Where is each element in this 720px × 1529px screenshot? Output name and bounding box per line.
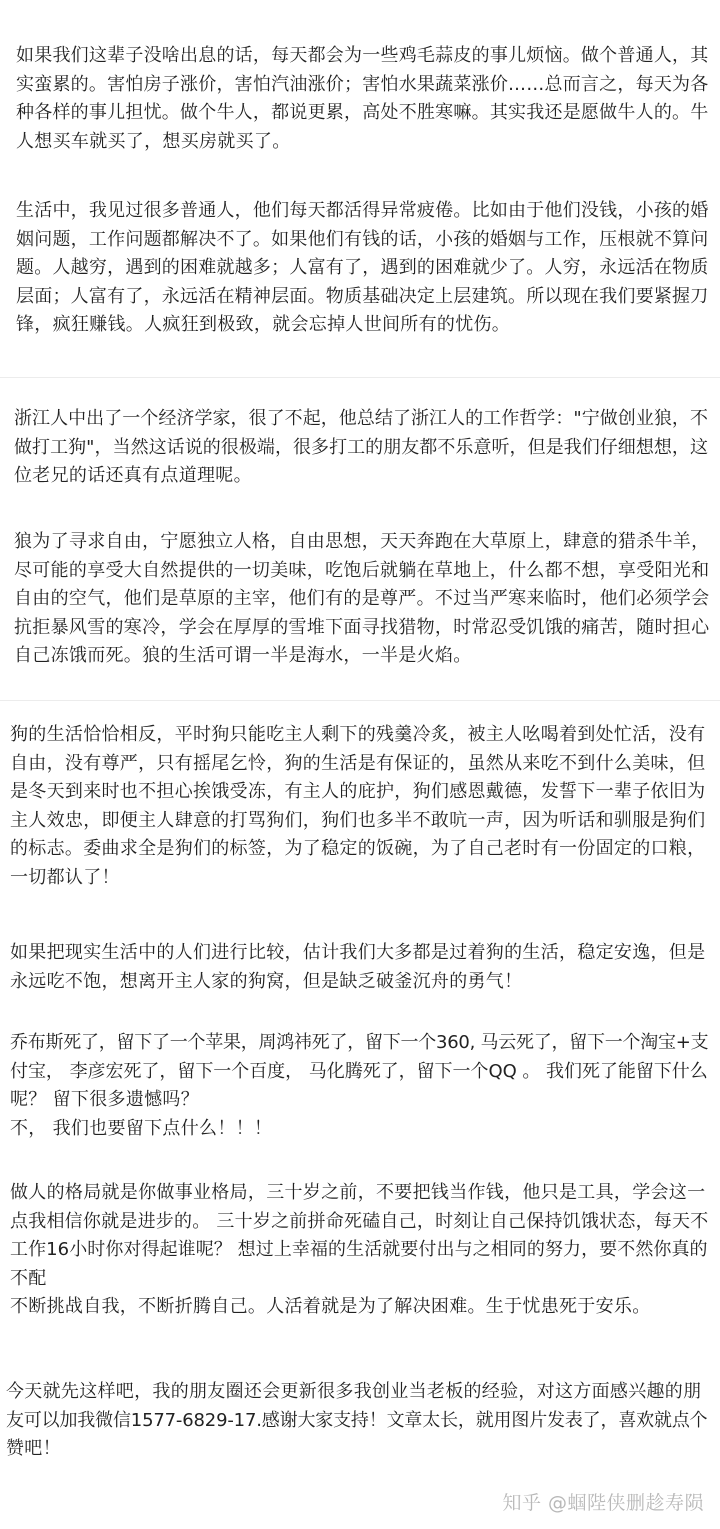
- text-line: 乔布斯死了，留下了一个苹果，周鸿祎死了，留下一个360, 马云死了，留下一个淘宝+支: [10, 1032, 709, 1053]
- paragraph-2: [16, 197, 710, 340]
- text-line: 抗拒暴风雪的寒冷，学会在厚厚的雪堆下面寻找猎物，时常忍受饥饿的痛苦，随时担心: [14, 616, 710, 638]
- text-line: 浙江人中出了一个经济学家，很了不起，他总结了浙江人的工作哲学："宁做创业狼，不: [14, 408, 709, 429]
- text-line: 点我相信你就是进步的。 三十岁之前拼命死磕自己，时刻让自己保持饥饿状态，每天不: [10, 1210, 709, 1232]
- text-line: 不， 我们也要留下点什么！！！: [10, 1117, 273, 1139]
- text-line: 不配: [10, 1267, 47, 1289]
- text-line: 如果把现实生活中的人们进行比较，估计我们大多都是过着狗的生活，稳定安逸，但是: [10, 942, 706, 963]
- text-line: 尽可能的享受大自然提供的一切美味，吃饱后就躺在草地上，什么都不想，享受阳光和: [14, 559, 710, 581]
- text-line: 做打工狗"，当然这话说的很极端，很多打工的朋友都不乐意听，但是我们仔细想想，这: [14, 436, 709, 458]
- text-line: 做人的格局就是你做事业格局，三十岁之前，不要把钱当作钱，他只是工具，学会这一: [10, 1182, 706, 1203]
- paragraph-1: [16, 42, 710, 156]
- text-line: 永远吃不饱，想离开主人家的狗窝，但是缺乏破釜沉舟的勇气！: [10, 970, 523, 992]
- paragraph-6: [10, 939, 710, 996]
- paragraph-5: [10, 721, 710, 892]
- text-line: 位老兄的话还真有点道理呢。: [14, 465, 252, 486]
- text-line: 狼为了寻求自由，宁愿独立人格，自由思想，天天奔跑在大草原上，肆意的猎杀牛羊，: [14, 531, 710, 552]
- paragraph-4: [14, 528, 710, 671]
- text-line: 一切都认了！: [10, 866, 120, 888]
- paragraph-7: [10, 1029, 710, 1143]
- text-line: 自己冻饿而死。狼的生活可谓一半是海水，一半是火焰。: [14, 645, 472, 666]
- paragraph-3: [14, 405, 710, 491]
- text-line: 狗的生活恰恰相反，平时狗只能吃主人剩下的残羹冷炙，被主人吆喝着到处忙活，没有: [10, 724, 706, 745]
- text-line: 姻问题，工作问题都解决不了。如果他们有钱的话，小孩的婚姻与工作，压根就不算问: [16, 228, 709, 250]
- text-line: 锋，疯狂赚钱。人疯狂到极致，就会忘掉人世间所有的忧伤。: [16, 314, 511, 335]
- paragraph-8: [10, 1179, 710, 1322]
- paragraph-9: [6, 1378, 710, 1464]
- text-line: 主人效忠，即便主人肆意的打骂狗们，狗们也多半不敢吭一声，因为听话和驯服是狗们: [10, 809, 706, 831]
- zhihu-watermark: 知乎 @蝈陛侠删趁寿陨: [502, 1492, 704, 1514]
- text-line: 今天就先这样吧，我的朋友圈还会更新很多我创业当老板的经验，对这方面感兴趣的朋: [6, 1381, 702, 1402]
- text-line: 赞吧！: [6, 1438, 61, 1459]
- text-line: 呢？ 留下很多遗憾吗？: [10, 1089, 200, 1110]
- text-line: 种各样的事儿担忧。做个牛人，都说更累，高处不胜寒嘛。其实我还是愿做牛人的。牛: [16, 102, 709, 123]
- text-line: 实蛮累的。害怕房子涨价，害怕汽油涨价；害怕水果蔬菜涨价……总而言之，每天为各: [16, 73, 709, 95]
- text-line: 付宝， 李彦宏死了，留下一个百度， 马化腾死了，留下一个QQ 。 我们死了能留下什么: [10, 1060, 708, 1082]
- text-line: 不断挑战自我，不断折腾自己。人活着就是为了解决困难。生于忧患死于安乐。: [10, 1296, 651, 1317]
- text-line: 人想买车就买了，想买房就买了。: [16, 130, 291, 152]
- text-line: 自由的空气，他们是草原的主宰，他们有的是尊严。不过当严寒来临时，他们必须学会: [14, 588, 710, 609]
- section-divider: [0, 377, 720, 378]
- text-line: 的标志。委曲求全是狗们的标签，为了稳定的饭碗，为了自己老时有一份固定的口粮，: [10, 838, 706, 859]
- text-line: 生活中，我见过很多普通人，他们每天都活得异常疲倦。比如由于他们没钱，小孩的婚: [16, 200, 709, 221]
- text-line: 友可以加我微信1577-6829-17.感谢大家支持！文章太长，就用图片发表了，喜欢就点个: [6, 1409, 708, 1431]
- text-line: 自由，没有尊严，只有摇尾乞怜，狗的生活是有保证的，虽然从来吃不到什么美味，但: [10, 752, 706, 774]
- text-line: 工作16小时你对得起谁呢？ 想过上幸福的生活就要付出与之相同的努力，要不然你真的: [10, 1239, 708, 1260]
- text-line: 题。人越穷，遇到的困难就越多；人富有了，遇到的困难就少了。人穷，永远活在物质: [16, 257, 709, 278]
- text-line: 层面；人富有了，永远活在精神层面。物质基础决定上层建筑。所以现在我们要紧握刀: [16, 285, 709, 307]
- text-line: 如果我们这辈子没啥出息的话，每天都会为一些鸡毛蒜皮的事儿烦恼。做个普通人，其: [16, 45, 709, 66]
- section-divider: [0, 700, 720, 701]
- text-line: 是冬天到来时也不担心挨饿受冻，有主人的庇护，狗们感恩戴德，发誓下一辈子依旧为: [10, 781, 706, 802]
